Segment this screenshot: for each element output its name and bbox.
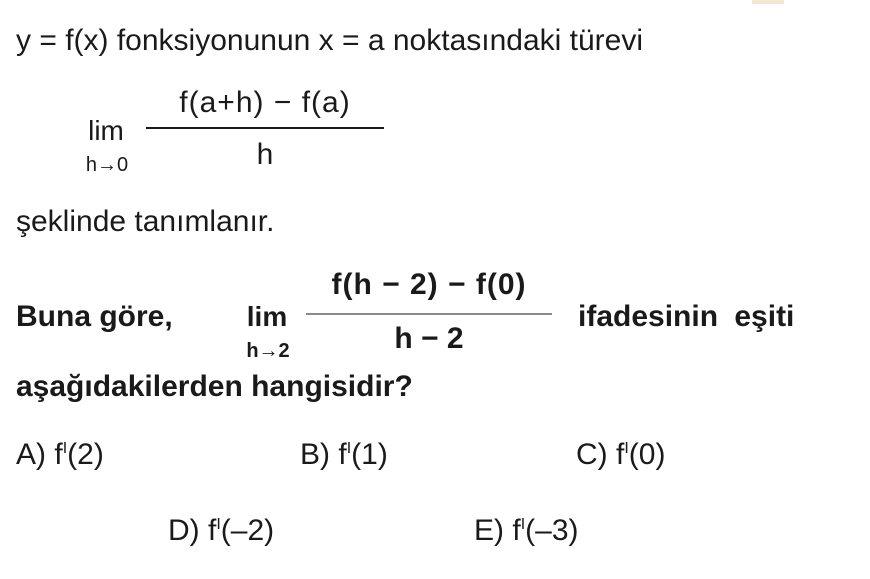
option-b[interactable]: B) $f^I(1)$	[300, 438, 388, 471]
lim-subscript: h→0	[85, 154, 129, 176]
definition-numerator: f(a+h) − f(a)	[179, 86, 351, 119]
option-a[interactable]: A) $f^I(2)$	[16, 438, 104, 471]
definition-denominator: h	[256, 138, 274, 171]
definition-fraction-bar	[146, 127, 384, 129]
question-lead: Buna göre,	[16, 300, 173, 333]
corner-mark	[752, 0, 784, 4]
question-line2: aşağıdakilerden hangisidir?	[16, 370, 413, 403]
question-lim-subscript: h→2	[246, 340, 290, 362]
option-c[interactable]: C) $f^I(0)$	[576, 438, 666, 471]
option-d[interactable]: D) $f^I(-2)$	[168, 514, 275, 547]
question-denominator: h − 2	[394, 322, 464, 355]
question-fraction-bar	[306, 313, 552, 315]
question-numerator: f(h − 2) − f(0)	[331, 268, 527, 301]
definition-outro-text: şeklinde tanımlanır.	[16, 205, 275, 238]
question-tail: ifadesinin eşiti	[578, 300, 795, 333]
lim-word: lim	[88, 115, 124, 146]
question-lim-word: lim	[246, 301, 288, 332]
option-e[interactable]: E) $f^I(-3)$	[474, 514, 579, 547]
definition-intro-text: y = f(x) fonksiyonunun x = a noktasındaki türevi	[16, 24, 643, 57]
